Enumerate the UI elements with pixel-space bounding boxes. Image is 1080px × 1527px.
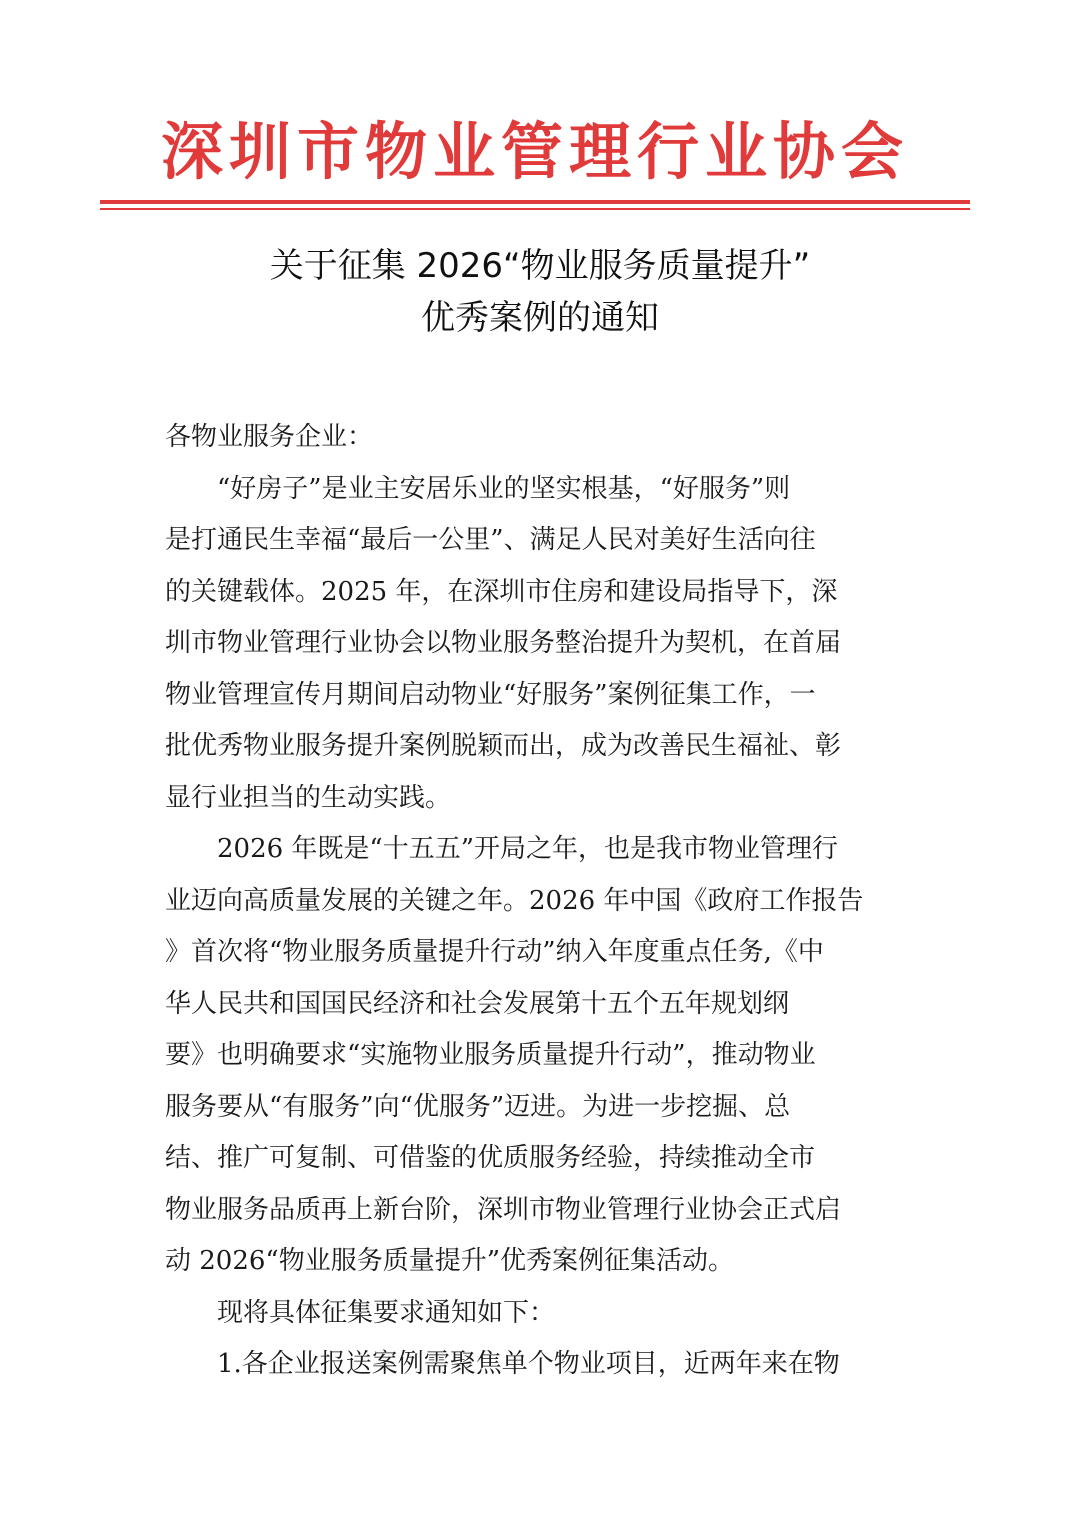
paragraph-2-line: 动 2026“物业服务质量提升”优秀案例征集活动。 — [165, 1246, 735, 1276]
organization-letterhead: 深圳市物业管理行业协会 — [160, 115, 909, 188]
salutation: 各物业服务企业： — [165, 422, 374, 452]
title-line-1: 关于征集 2026“物业服务质量提升” — [269, 246, 811, 286]
paragraph-1-line: 显行业担当的生动实践。 — [165, 782, 452, 813]
paragraph-2-line: 要》也明确要求“实施物业服务质量提升行动”，推动物业 — [165, 1040, 816, 1070]
header-divider-thin — [100, 208, 970, 210]
paragraph-2-line: 业迈向高质量发展的关键之年。2026 年中国《政府工作报告 — [165, 885, 864, 916]
paragraph-2-line: 华人民共和国国民经济和社会发展第十五个五年规划纲 — [165, 988, 790, 1019]
notice-title — [100, 240, 980, 344]
paragraph-2-line: 结、推广可复制、可借鉴的优质服务经验，持续推动全市 — [165, 1143, 816, 1173]
paragraph-4-line: 1.各企业报送案例需聚焦单个物业项目，近两年来在物 — [217, 1349, 840, 1379]
paragraph-1-line: 圳市物业管理行业协会以物业服务整治提升为契机，在首届 — [165, 628, 842, 658]
paragraph-1-line: 是打通民生幸福“最后一公里”、满足人民对美好生活向往 — [165, 525, 816, 555]
notice-body — [165, 412, 917, 1391]
paragraph-3: 现将具体征集要求通知如下： — [217, 1297, 556, 1328]
header-divider-thick — [100, 200, 970, 204]
paragraph-1-line: 的关键载体。2025 年，在深圳市住房和建设局指导下，深 — [165, 576, 838, 607]
paragraph-2-line: 服务要从“有服务”向“优服务”迈进。为进一步挖掘、总 — [165, 1091, 791, 1122]
paragraph-1-line: 批优秀物业服务提升案例脱颖而出，成为改善民生福祉、彰 — [165, 731, 842, 761]
title-line-2: 优秀案例的通知 — [421, 298, 659, 338]
paragraph-1-line: “好房子”是业主安居乐业的坚实根基，“好服务”则 — [217, 473, 791, 504]
paragraph-2-line: 2026 年既是“十五五”开局之年，也是我市物业管理行 — [217, 834, 839, 864]
paragraph-2-line: 物业服务品质再上新台阶，深圳市物业管理行业协会正式启 — [165, 1194, 842, 1225]
paragraph-1-line: 物业管理宣传月期间启动物业“好服务”案例征集工作，一 — [165, 679, 816, 710]
paragraph-2-line: 》首次将“物业服务质量提升行动”纳入年度重点任务,《中 — [165, 937, 824, 967]
